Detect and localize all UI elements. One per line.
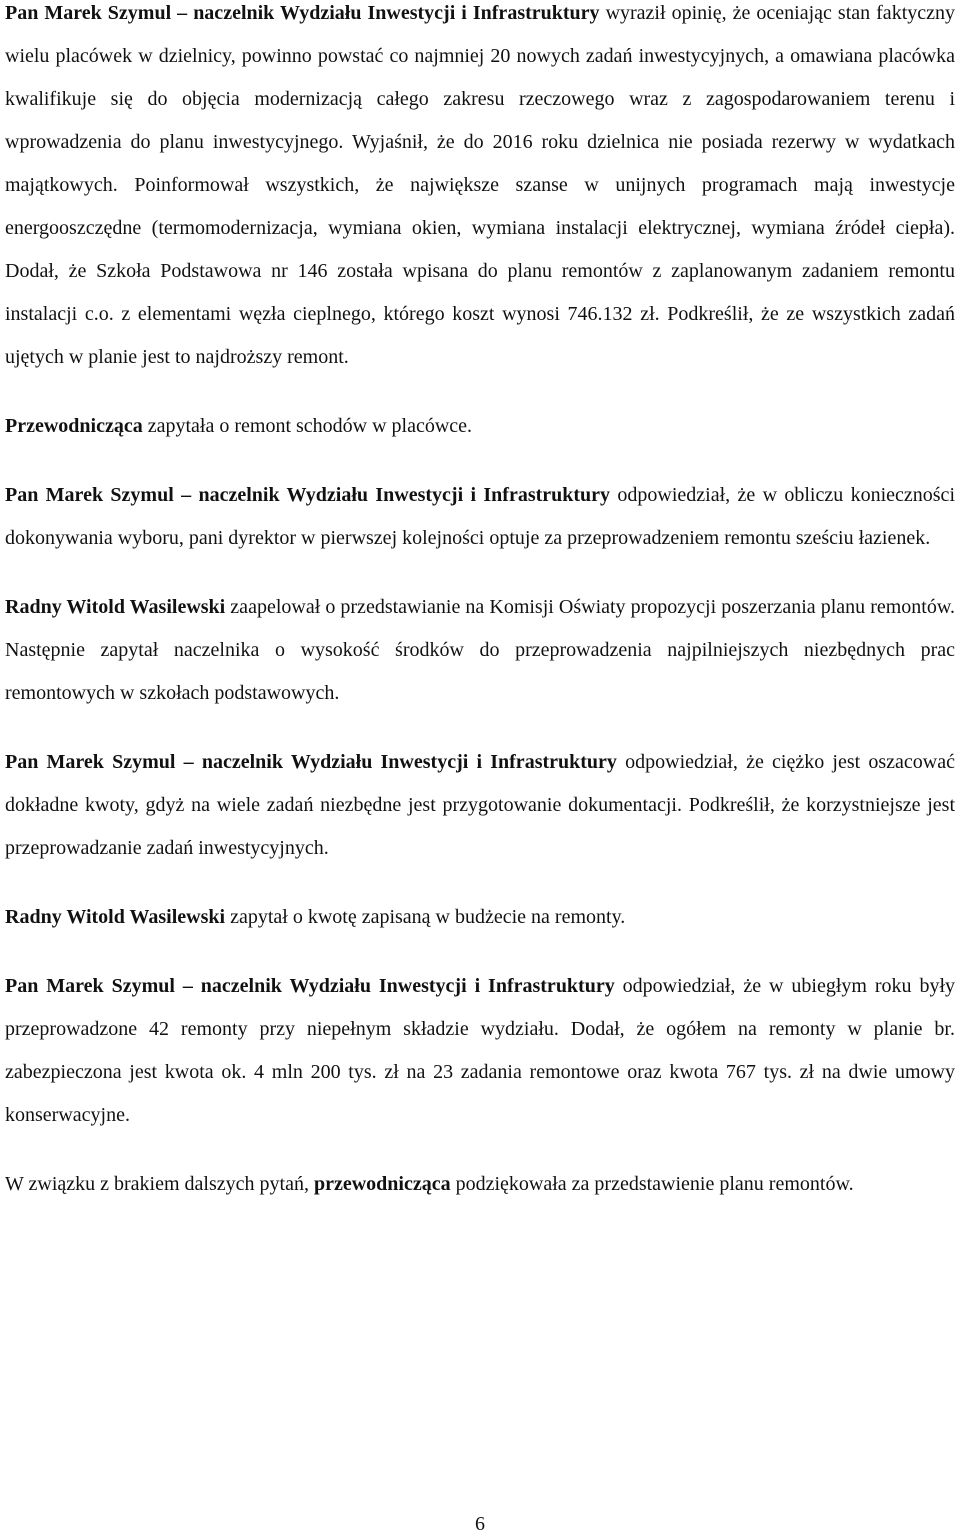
paragraph-text: odpowiedział, że w obliczu konieczności dokonywania wyboru, pani dyrektor w pierwszej kolejności optuje za przeprowadzeniem remontu sześciu łazienek. [5,484,955,549]
paragraph [5,474,955,560]
speaker-name: Przewodnicząca [5,415,143,437]
paragraph-text: zapytała o remont schodów w placówce. [142,415,473,437]
paragraph [5,0,955,379]
document-body [5,0,955,1206]
paragraph [5,586,955,715]
paragraph-text: wyraził opinię, że oceniając stan faktyczny wielu placówek w dzielnicy, powinno powstać co najmniej 20 nowych zadań inwestycyjnych, a omawiana placówka kwalifikuje się do objęcia modernizacją całego zakresu rzeczowego wraz z zagospodarowaniem terenu i wprowadzenia do planu inwestycyjnego. Wyjaśnił, że do 2016 roku dzielnica nie posiada rezerwy w wydatkach majątkowych. Poinformował wszystkich, że największe szanse w unijnych programach mają inwestycje energooszczędne (termomodernizacja, wymiana okien, wymiana instalacji elektrycznej, wymiana źródeł ciepła). Dodał, że Szkoła Podstawowa nr 146 została wpisana do planu remontów z zaplanowanym zadaniem remontu instalacji c.o. z elementami węzła cieplnego, którego koszt wynosi 746.132 zł. Podkreślił, że ze wszystkich zadań ujętych w planie jest to najdroższy remont. [5,2,955,368]
speaker-name: Radny Witold Wasilewski [5,906,226,928]
paragraph [5,896,955,939]
speaker-name: Pan Marek Szymul – naczelnik Wydziału Inwestycji i Infrastruktury [5,751,617,773]
paragraph [5,405,955,448]
speaker-name: Pan Marek Szymul – naczelnik Wydziału Inwestycji i Infrastruktury [5,975,615,997]
paragraph-text: odpowiedział, że w ubiegłym roku były przeprowadzone 42 remonty przy niepełnym składzie wydziału. Dodał, że ogółem na remonty w planie br. zabezpieczona jest kwota ok. 4 mln 200 tys. zł na 23 zadania remontowe oraz kwota 767 tys. zł na dwie umowy konserwacyjne. [5,975,955,1126]
closing-text-after: podziękowała za przedstawienie planu remontów. [450,1173,854,1195]
paragraph [5,965,955,1137]
page-number: 6 [475,1513,485,1535]
closing-text-before: W związku z brakiem dalszych pytań, [5,1173,314,1195]
speaker-name: przewodnicząca [313,1173,451,1195]
speaker-name: Pan Marek Szymul – naczelnik Wydziału Inwestycji i Infrastruktury [5,2,600,24]
paragraph-text: odpowiedział, że ciężko jest oszacować dokładne kwoty, gdyż na wiele zadań niezbędne jest przygotowanie dokumentacji. Podkreślił, że korzystniejsze jest przeprowadzanie zadań inwestycyjnych. [5,751,955,859]
paragraph [5,741,955,870]
speaker-name: Pan Marek Szymul – naczelnik Wydziału Inwestycji i Infrastruktury [5,484,611,506]
closing-paragraph [5,1163,955,1206]
speaker-name: Radny Witold Wasilewski [5,596,226,618]
paragraph-text: zaapelował o przedstawianie na Komisji Oświaty propozycji poszerzania planu remontów. Następnie zapytał naczelnika o wysokość środków do przeprowadzenia najpilniejszych niezbędnych prac remontowych w szkołach podstawowych. [5,596,956,704]
paragraph-text: zapytał o kwotę zapisaną w budżecie na remonty. [225,906,626,928]
